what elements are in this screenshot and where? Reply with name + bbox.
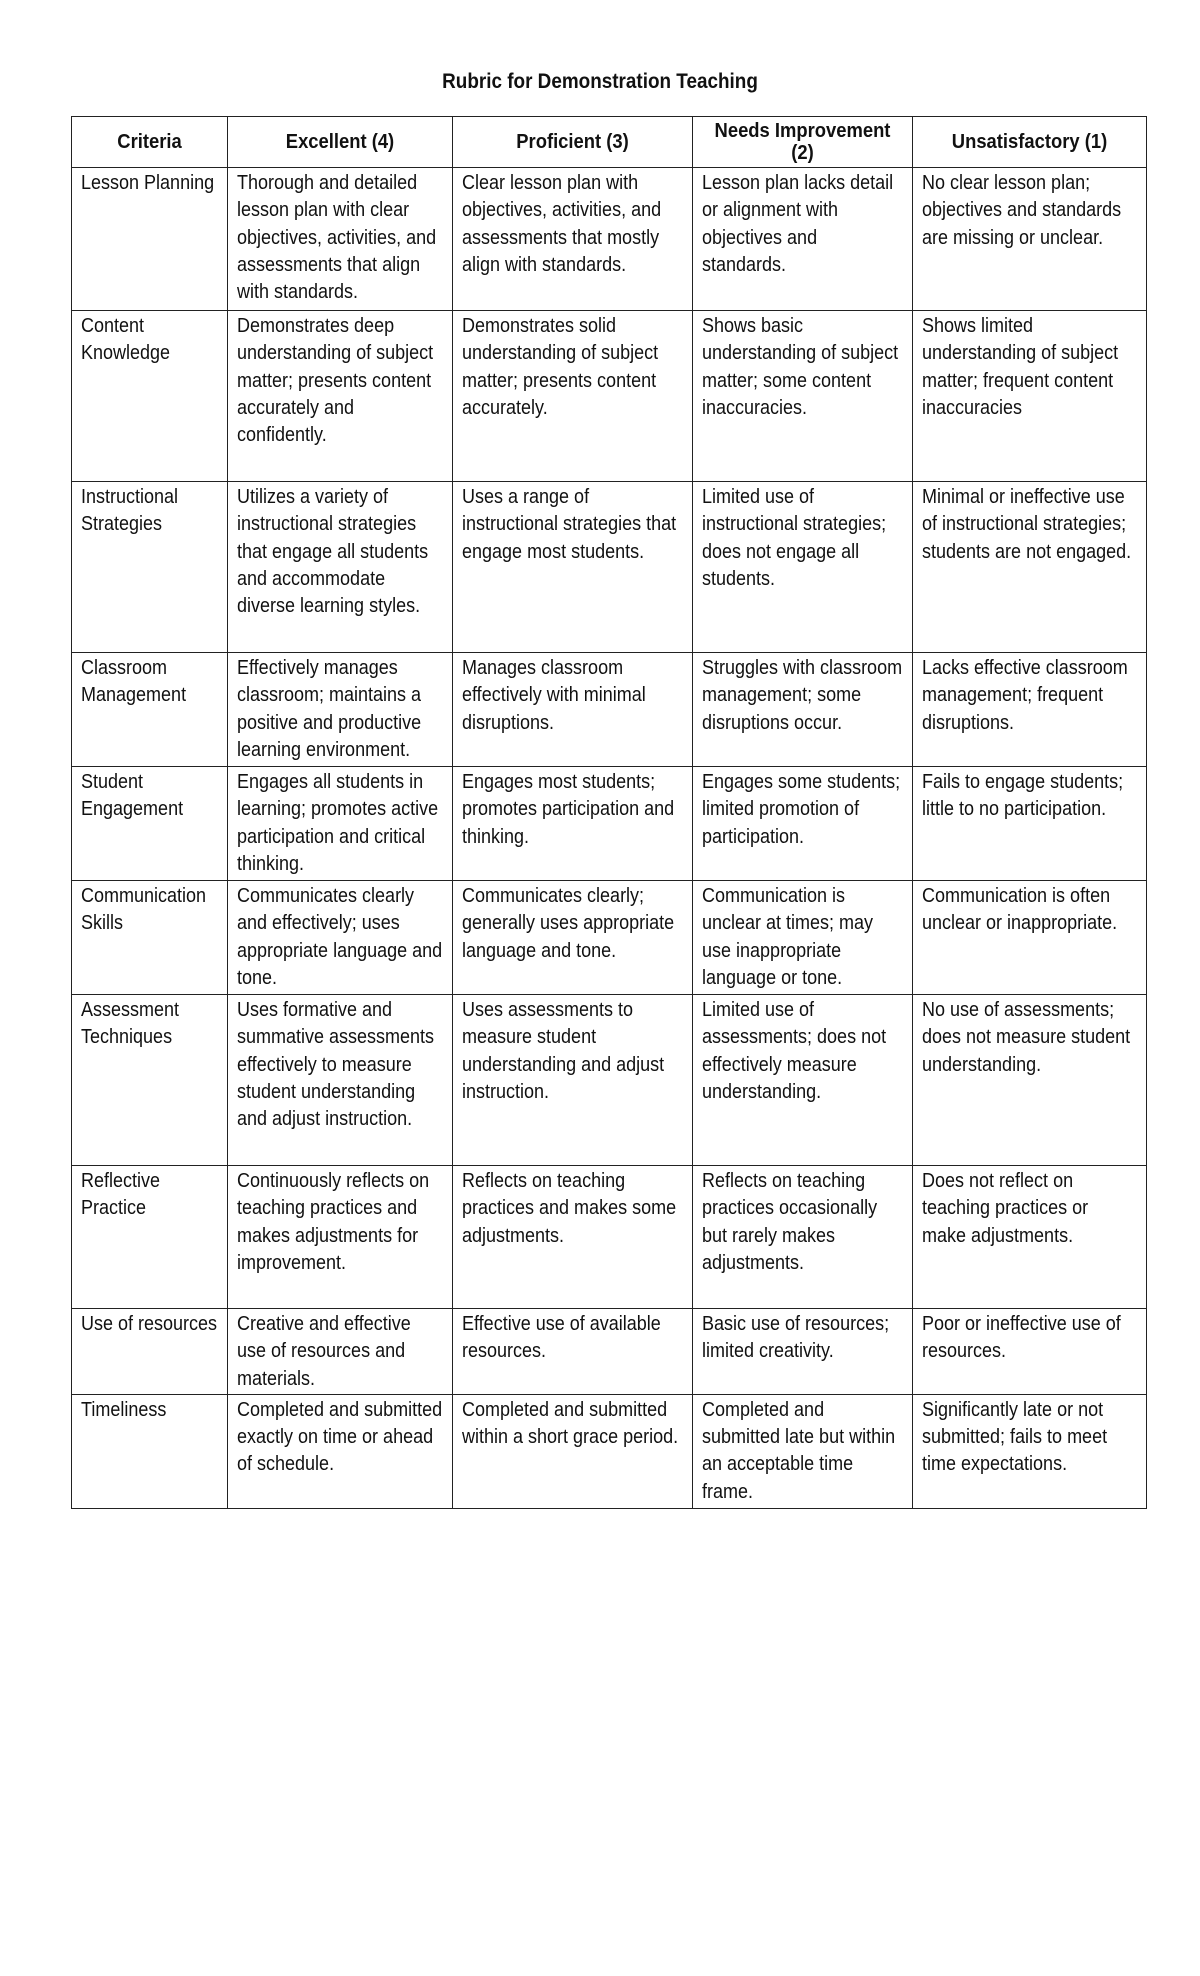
cell-text: Engages all students in learning; promotes active participation and critical thinking. bbox=[237, 771, 439, 875]
unsatisfactory-cell bbox=[913, 995, 1147, 1166]
unsatisfactory-cell bbox=[913, 168, 1147, 311]
cell-text: Communicates clearly; generally uses appropriate language and tone. bbox=[462, 885, 675, 962]
cell-text: Lesson plan lacks detail or alignment with objectives and standards. bbox=[702, 172, 894, 276]
unsatisfactory-cell bbox=[913, 1166, 1147, 1309]
excellent-cell bbox=[228, 168, 453, 311]
unsatisfactory-cell bbox=[913, 482, 1147, 653]
table-row bbox=[72, 767, 1147, 881]
cell-text: Timeliness bbox=[81, 1398, 167, 1421]
cell-text: Effective use of available resources. bbox=[462, 1313, 661, 1363]
cell-text: Communicates clearly and effectively; uses appropriate language and tone. bbox=[237, 885, 443, 989]
criteria-cell bbox=[72, 1394, 228, 1508]
header-criteria: Criteria bbox=[72, 117, 228, 168]
excellent-cell bbox=[228, 482, 453, 653]
cell-text: Shows basic understanding of subject matter; some content inaccuracies. bbox=[702, 315, 899, 419]
cell-text: Lesson Planning bbox=[81, 172, 215, 194]
criteria-cell bbox=[72, 1166, 228, 1309]
header-excellent: Excellent (4) bbox=[228, 117, 453, 168]
rubric-table bbox=[71, 116, 1147, 1509]
cell-text: Communication is often unclear or inappropriate. bbox=[922, 885, 1118, 935]
cell-text: Limited use of instructional strategies; does not engage all students. bbox=[702, 486, 887, 590]
unsatisfactory-cell bbox=[913, 311, 1147, 482]
proficient-cell bbox=[453, 881, 693, 995]
needs-improvement-cell bbox=[693, 1309, 913, 1395]
cell-text: Uses a range of instructional strategies that engage most students. bbox=[462, 486, 677, 563]
cell-text: Engages most students; promotes participation and thinking. bbox=[462, 771, 675, 848]
cell-text: Completed and submitted late but within an acceptable time frame. bbox=[702, 1398, 896, 1503]
excellent-cell bbox=[228, 1309, 453, 1395]
cell-text: No use of assessments; does not measure student understanding. bbox=[922, 999, 1131, 1076]
cell-text: Uses assessments to measure student understanding and adjust instruction. bbox=[462, 999, 665, 1103]
needs-improvement-cell bbox=[693, 653, 913, 767]
cell-text: Communication is unclear at times; may use inappropriate language or tone. bbox=[702, 885, 874, 989]
cell-text: Content Knowledge bbox=[81, 315, 171, 365]
cell-text: Utilizes a variety of instructional strategies that engage all students and accommodate diverse learning styles. bbox=[237, 486, 429, 618]
needs-improvement-cell bbox=[693, 881, 913, 995]
cell-text: Manages classroom effectively with minimal disruptions. bbox=[462, 657, 646, 734]
criteria-cell bbox=[72, 995, 228, 1166]
cell-text: Communication Skills bbox=[81, 885, 207, 935]
criteria-cell bbox=[72, 767, 228, 881]
needs-improvement-cell bbox=[693, 482, 913, 653]
cell-text: Completed and submitted exactly on time or ahead of schedule. bbox=[237, 1398, 443, 1476]
criteria-cell bbox=[72, 1309, 228, 1395]
table-row bbox=[72, 1309, 1147, 1395]
proficient-cell bbox=[453, 1309, 693, 1395]
cell-text: Instructional Strategies bbox=[81, 486, 179, 536]
header-row bbox=[72, 117, 1147, 168]
excellent-cell bbox=[228, 995, 453, 1166]
excellent-cell bbox=[228, 1166, 453, 1309]
excellent-cell bbox=[228, 311, 453, 482]
criteria-cell bbox=[72, 168, 228, 311]
cell-text: Use of resources bbox=[81, 1313, 218, 1335]
criteria-cell bbox=[72, 653, 228, 767]
cell-text: Limited use of assessments; does not effectively measure understanding. bbox=[702, 999, 887, 1103]
cell-text: Student Engagement bbox=[81, 771, 184, 821]
cell-text: Clear lesson plan with objectives, activities, and assessments that mostly align with standards. bbox=[462, 172, 662, 276]
cell-text: Fails to engage students; little to no participation. bbox=[922, 771, 1124, 821]
cell-text: Does not reflect on teaching practices or make adjustments. bbox=[922, 1170, 1089, 1247]
table-row bbox=[72, 653, 1147, 767]
cell-text: Poor or ineffective use of resources. bbox=[922, 1313, 1121, 1363]
header-unsatisfactory: Unsatisfactory (1) bbox=[913, 117, 1147, 168]
proficient-cell bbox=[453, 995, 693, 1166]
needs-improvement-cell bbox=[693, 995, 913, 1166]
cell-text: Uses formative and summative assessments effectively to measure student understanding and adjust instruction. bbox=[237, 999, 435, 1131]
proficient-cell bbox=[453, 1166, 693, 1309]
cell-text: Shows limited understanding of subject matter; frequent content inaccuracies bbox=[922, 315, 1119, 419]
cell-text: Continuously reflects on teaching practices and makes adjustments for improvement. bbox=[237, 1170, 430, 1274]
document-title: Rubric for Demonstration Teaching bbox=[442, 70, 758, 93]
table-row bbox=[72, 995, 1147, 1166]
proficient-cell bbox=[453, 168, 693, 311]
needs-improvement-cell bbox=[693, 767, 913, 881]
cell-text: No clear lesson plan; objectives and standards are missing or unclear. bbox=[922, 172, 1122, 249]
excellent-cell bbox=[228, 767, 453, 881]
unsatisfactory-cell bbox=[913, 653, 1147, 767]
unsatisfactory-cell bbox=[913, 767, 1147, 881]
criteria-cell bbox=[72, 881, 228, 995]
excellent-cell bbox=[228, 653, 453, 767]
cell-text: Minimal or ineffective use of instructional strategies; students are not engaged. bbox=[922, 486, 1132, 563]
unsatisfactory-cell bbox=[913, 881, 1147, 995]
table-row bbox=[72, 311, 1147, 482]
cell-text: Reflects on teaching practices occasionally but rarely makes adjustments. bbox=[702, 1170, 878, 1274]
header-needs-improvement: Needs Improvement (2) bbox=[693, 117, 913, 168]
header-proficient: Proficient (3) bbox=[453, 117, 693, 168]
excellent-cell bbox=[228, 1394, 453, 1508]
cell-text: Reflects on teaching practices and makes some adjustments. bbox=[462, 1170, 677, 1247]
proficient-cell bbox=[453, 311, 693, 482]
proficient-cell bbox=[453, 653, 693, 767]
cell-text: Lacks effective classroom management; frequent disruptions. bbox=[922, 657, 1128, 734]
proficient-cell bbox=[453, 482, 693, 653]
proficient-cell bbox=[453, 1394, 693, 1508]
cell-text: Engages some students; limited promotion of participation. bbox=[702, 771, 901, 848]
table-row bbox=[72, 482, 1147, 653]
table-row bbox=[72, 1394, 1147, 1508]
table-row bbox=[72, 881, 1147, 995]
unsatisfactory-cell bbox=[913, 1394, 1147, 1508]
criteria-cell bbox=[72, 311, 228, 482]
cell-text: Significantly late or not submitted; fails to meet time expectations. bbox=[922, 1398, 1108, 1476]
proficient-cell bbox=[453, 767, 693, 881]
cell-text: Creative and effective use of resources and materials. bbox=[237, 1313, 411, 1390]
criteria-cell bbox=[72, 482, 228, 653]
needs-improvement-cell bbox=[693, 311, 913, 482]
cell-text: Completed and submitted within a short grace period. bbox=[462, 1398, 679, 1449]
cell-text: Demonstrates solid understanding of subject matter; presents content accurately. bbox=[462, 315, 659, 419]
cell-text: Classroom Management bbox=[81, 657, 187, 707]
needs-improvement-cell bbox=[693, 168, 913, 311]
cell-text: Effectively manages classroom; maintains a positive and productive learning environment. bbox=[237, 657, 422, 761]
rubric-header bbox=[72, 117, 1147, 168]
unsatisfactory-cell bbox=[913, 1309, 1147, 1395]
rubric-body bbox=[72, 168, 1147, 1509]
table-row bbox=[72, 168, 1147, 311]
cell-text: Basic use of resources; limited creativity. bbox=[702, 1313, 890, 1363]
needs-improvement-cell bbox=[693, 1394, 913, 1508]
cell-text: Demonstrates deep understanding of subject matter; presents content accurately and confidently. bbox=[237, 315, 434, 447]
cell-text: Struggles with classroom management; some disruptions occur. bbox=[702, 657, 903, 734]
cell-text: Assessment Techniques bbox=[81, 999, 180, 1049]
needs-improvement-cell bbox=[693, 1166, 913, 1309]
table-row bbox=[72, 1166, 1147, 1309]
cell-text: Thorough and detailed lesson plan with clear objectives, activities, and assessments that align with standards. bbox=[237, 172, 437, 304]
excellent-cell bbox=[228, 881, 453, 995]
cell-text: Reflective Practice bbox=[81, 1170, 161, 1220]
